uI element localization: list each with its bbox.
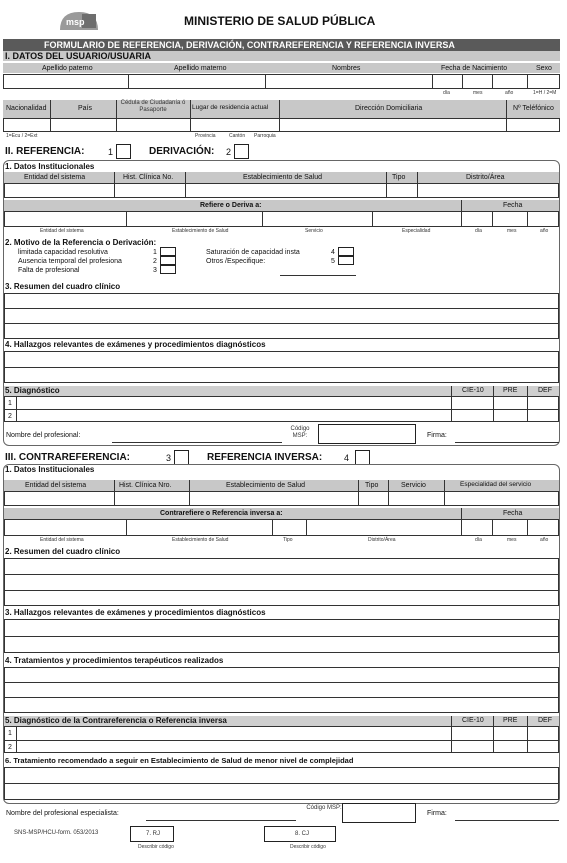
s3-firma-field[interactable] xyxy=(455,820,559,821)
s2-datos-title: 1. Datos Institucionales xyxy=(5,162,95,171)
motivo-3-checkbox[interactable] xyxy=(160,265,176,274)
s3-resumen-area[interactable] xyxy=(4,558,559,606)
refiere-sub-especialidad: Especialidad xyxy=(402,228,431,234)
motivo-5-num: 5 xyxy=(331,258,335,265)
otros-especifique-line[interactable] xyxy=(280,275,356,276)
field-cedula[interactable] xyxy=(117,119,190,131)
s3-label-entidad: Entidad del sistema xyxy=(25,482,87,489)
s3-dx-row-1: 1 xyxy=(8,730,12,737)
field-apellido-paterno[interactable] xyxy=(4,75,128,88)
contra-sub-tipo: Tipo xyxy=(283,537,293,543)
field-refiere-especialidad[interactable] xyxy=(373,212,461,226)
s3-tratamiento-rec-title: 6. Tratamiento recomendado a seguir en Establecimiento de Salud de menor nivel de complejidad xyxy=(5,756,354,765)
field-refiere-dia[interactable] xyxy=(462,212,492,226)
s3-dx-1-field[interactable] xyxy=(17,727,451,740)
s2-firma-field[interactable] xyxy=(455,442,559,443)
s3-field-establecimiento[interactable] xyxy=(190,492,358,505)
s2-prof-field[interactable] xyxy=(112,442,282,443)
label-direccion: Dirección Domiciliaria xyxy=(355,105,423,112)
s2-resumen-area[interactable] xyxy=(4,293,559,339)
label-cedula: Cédula de Ciudadanía ó Pasaporte xyxy=(120,100,186,113)
s2-dx-row-2: 2 xyxy=(8,413,12,420)
field-refiere-servicio[interactable] xyxy=(263,212,372,226)
field-mes-nacimiento[interactable] xyxy=(463,75,492,88)
refiere-header xyxy=(4,200,559,211)
field-refiere-anio[interactable] xyxy=(528,212,558,226)
s2-resumen-title: 3. Resumen del cuadro clínico xyxy=(5,282,121,291)
motivo-1-label: limitada capacidad resolutiva xyxy=(18,249,108,256)
s2-dx-col-pre: PRE xyxy=(503,387,518,394)
form-title: FORMULARIO DE REFERENCIA, DERIVACIÓN, CONTRAREFERENCIA Y REFERENCIA INVERSA xyxy=(44,40,455,50)
rj-label: 7. RJ xyxy=(146,831,161,837)
motivo-4-checkbox[interactable] xyxy=(338,247,354,256)
s3-codigo-label: Código MSP: xyxy=(306,805,342,811)
motivo-3-num: 3 xyxy=(153,267,157,274)
referencia-inversa-label: REFERENCIA INVERSA: xyxy=(207,452,323,463)
field-refiere-entidad[interactable] xyxy=(5,212,126,226)
field-sexo[interactable] xyxy=(528,75,559,88)
motivo-2-num: 2 xyxy=(153,258,157,265)
refiere-sub-dia: día xyxy=(475,228,482,234)
s3-diagnostico-title: 5. Diagnóstico de la Contrareferencia o Referencia inversa xyxy=(5,716,227,725)
s2-dx-col-cie: CIE-10 xyxy=(462,387,484,394)
msp-logo xyxy=(58,10,100,32)
s3-contra-establecimiento[interactable] xyxy=(127,520,272,535)
motivo-5-label: Otros /Especifique: xyxy=(206,258,266,265)
label-sexo-codes: 1=H / 2=M xyxy=(533,90,557,96)
label-hist-clinica: Hist. Clínica No. xyxy=(123,174,174,181)
s3-dx-col-pre: PRE xyxy=(503,717,518,724)
s3-contra-entidad[interactable] xyxy=(5,520,126,535)
section1-title: I. DATOS DEL USUARIO/USUARIA xyxy=(5,51,152,61)
contra-a-fecha-label: Fecha xyxy=(503,510,523,517)
field-refiere-establecimiento[interactable] xyxy=(127,212,262,226)
s3-contra-mes[interactable] xyxy=(493,520,527,535)
s3-tratamientos-area[interactable] xyxy=(4,667,559,713)
s2-codigo-label: Código MSP: xyxy=(290,426,310,439)
contra-sub-distrito: Distrito/Área xyxy=(368,537,396,543)
refiere-label: Refiere o Deriva a: xyxy=(200,202,262,209)
label-apellido-materno: Apellido materno xyxy=(174,65,227,72)
form-code: SNS-MSP/HCU-form. 053/2013 xyxy=(14,830,99,836)
s3-hallazgos-title: 3. Hallazgos relevantes de exámenes y procedimientos diagnósticos xyxy=(5,608,266,617)
label-pais: País xyxy=(78,105,93,112)
derivacion-label: DERIVACIÓN: xyxy=(149,146,215,157)
s3-label-especialidad: Especialidad del servicio xyxy=(460,481,532,488)
field-lugar-residencia[interactable] xyxy=(191,119,279,131)
motivo-4-num: 4 xyxy=(331,249,335,256)
s2-dx-2-field[interactable] xyxy=(17,410,451,422)
s3-field-servicio[interactable] xyxy=(389,492,444,505)
contrareferencia-num: 3 xyxy=(166,453,172,463)
refiere-sub-servicio: Servicio xyxy=(305,228,323,234)
field-establecimiento[interactable] xyxy=(186,184,386,197)
field-entidad-sistema[interactable] xyxy=(5,184,114,197)
motivo-1-num: 1 xyxy=(153,249,157,256)
label-fecha-nacimiento: Fecha de Nacimiento xyxy=(441,65,508,72)
s3-label-hist-clinica: Hist. Clínica Nro. xyxy=(119,482,172,489)
s2-prof-label: Nombre del profesional: xyxy=(6,432,81,439)
label-nacionalidad-codes: 1=Ecu / 2=Ext xyxy=(6,133,38,139)
referencia-label: II. REFERENCIA: xyxy=(5,146,85,157)
field-tipo[interactable] xyxy=(387,184,417,197)
s3-field-entidad[interactable] xyxy=(5,492,114,505)
label-nombres: Nombres xyxy=(332,65,361,72)
motivo-2-label: Ausencia temporal del profesiona xyxy=(18,258,122,265)
motivo-3-label: Falta de profesional xyxy=(18,267,80,274)
label-sexo: Sexo xyxy=(536,65,552,72)
s3-codigo-field[interactable] xyxy=(342,803,416,823)
s3-label-servicio: Servicio xyxy=(401,482,426,489)
field-nombres[interactable] xyxy=(266,75,432,88)
referencia-checkbox[interactable] xyxy=(116,144,131,159)
referencia-num: 1 xyxy=(108,147,114,157)
s3-contra-distrito[interactable] xyxy=(307,520,461,535)
s3-dx-col-cie: CIE-10 xyxy=(462,717,484,724)
label-distrito: Distrito/Área xyxy=(466,174,505,181)
field-telefono[interactable] xyxy=(507,119,559,131)
s3-prof-label: Nombre del profesional especialista: xyxy=(6,810,119,817)
s3-dx-col-def: DEF xyxy=(538,717,552,724)
rj-sub-label: Describir código xyxy=(138,844,174,850)
s3-field-especialidad[interactable] xyxy=(445,492,558,505)
label-nacionalidad: Nacionalidad xyxy=(6,105,47,112)
page-title: MINISTERIO DE SALUD PÚBLICA xyxy=(184,14,376,28)
contra-a-label: Contrarefiere o Referencia inversa a: xyxy=(160,510,283,517)
s3-contra-anio[interactable] xyxy=(528,520,558,535)
refiere-sub-anio: año xyxy=(540,228,549,234)
refiere-sub-entidad: Entidad del sistema xyxy=(40,228,84,234)
motivo-1-checkbox[interactable] xyxy=(160,247,176,256)
s3-resumen-title: 2. Resumen del cuadro clínico xyxy=(5,547,121,556)
field-refiere-mes[interactable] xyxy=(493,212,527,226)
referencia-inversa-num: 4 xyxy=(344,453,350,463)
label-parroquia: Parroquia xyxy=(254,133,276,139)
s2-diagnostico-title: 5. Diagnóstico xyxy=(5,386,60,395)
contra-sub-anio: año xyxy=(540,537,549,543)
s3-datos-title: 1. Datos Institucionales xyxy=(5,465,95,474)
contra-sub-entidad: Entidad del sistema xyxy=(40,537,84,543)
contra-sub-mes: mes xyxy=(507,537,517,543)
label-mes: mes xyxy=(473,90,483,96)
label-establecimiento: Establecimiento de Salud xyxy=(243,174,322,181)
contra-sub-dia: día xyxy=(475,537,482,543)
s3-contra-tipo[interactable] xyxy=(273,520,306,535)
contrareferencia-label: III. CONTRAREFERENCIA: xyxy=(5,452,130,463)
s3-contra-dia[interactable] xyxy=(462,520,492,535)
refiere-fecha-label: Fecha xyxy=(503,202,523,209)
s3-label-establecimiento: Establecimiento de Salud xyxy=(226,482,305,489)
label-canton: Cantón xyxy=(229,133,246,139)
field-apellido-materno[interactable] xyxy=(129,75,265,88)
referencia-inversa-checkbox[interactable] xyxy=(355,450,370,465)
label-dia: día xyxy=(443,90,450,96)
derivacion-num: 2 xyxy=(226,147,232,157)
label-telefono: Nº Teléfónico xyxy=(513,105,554,112)
contra-sub-establecimiento: Establecimiento de Salud xyxy=(172,537,229,543)
s2-firma-label: Firma: xyxy=(427,432,447,439)
s2-hallazgos-title: 4. Hallazgos relevantes de exámenes y procedimientos diagnósticos xyxy=(5,340,266,349)
s3-tratamientos-title: 4. Tratamientos y procedimientos terapéuticos realizados xyxy=(5,656,224,665)
motivo-5-checkbox[interactable] xyxy=(338,256,354,265)
s3-label-tipo: Tipo xyxy=(365,482,379,489)
field-anio-nacimiento[interactable] xyxy=(493,75,527,88)
s2-motivo-title: 2. Motivo de la Referencia o Derivación: xyxy=(5,238,157,247)
s3-prof-field[interactable] xyxy=(146,820,296,821)
s3-field-hist-clinica[interactable] xyxy=(115,492,189,505)
field-distrito[interactable] xyxy=(418,184,558,197)
label-provincia: Provincia xyxy=(195,133,216,139)
refiere-sub-establecimiento: Establecimiento de Salud xyxy=(172,228,229,234)
contrareferencia-checkbox[interactable] xyxy=(174,450,189,465)
s3-firma-label: Firma: xyxy=(427,810,447,817)
s3-field-tipo[interactable] xyxy=(359,492,388,505)
cj-label: 8. CJ xyxy=(295,831,310,837)
label-lugar-residencia: Lugar de residencia actual xyxy=(192,104,269,111)
refiere-sub-mes: mes xyxy=(507,228,517,234)
s2-dx-row-1: 1 xyxy=(8,400,12,407)
field-hist-clinica[interactable] xyxy=(115,184,185,197)
motivo-4-label: Saturación de capacidad insta xyxy=(206,249,300,256)
s3-dx-row-2: 2 xyxy=(8,744,12,751)
field-dia-nacimiento[interactable] xyxy=(433,75,462,88)
label-entidad-sistema: Entidad del sistema xyxy=(24,174,86,181)
field-pais[interactable] xyxy=(51,119,116,131)
s2-codigo-field[interactable] xyxy=(318,424,416,444)
s2-dx-col-def: DEF xyxy=(538,387,552,394)
field-direccion[interactable] xyxy=(280,119,506,131)
s3-dx-2-field[interactable] xyxy=(17,741,451,753)
cj-sub-label: Describir código xyxy=(290,844,326,850)
s2-dx-1-field[interactable] xyxy=(17,397,451,409)
label-tipo: Tipo xyxy=(392,174,406,181)
derivacion-checkbox[interactable] xyxy=(234,144,249,159)
motivo-2-checkbox[interactable] xyxy=(160,256,176,265)
label-anio: año xyxy=(505,90,514,96)
logo-text: msp xyxy=(66,17,85,27)
field-nacionalidad[interactable] xyxy=(4,119,50,131)
label-apellido-paterno: Apellido paterno xyxy=(42,65,93,72)
